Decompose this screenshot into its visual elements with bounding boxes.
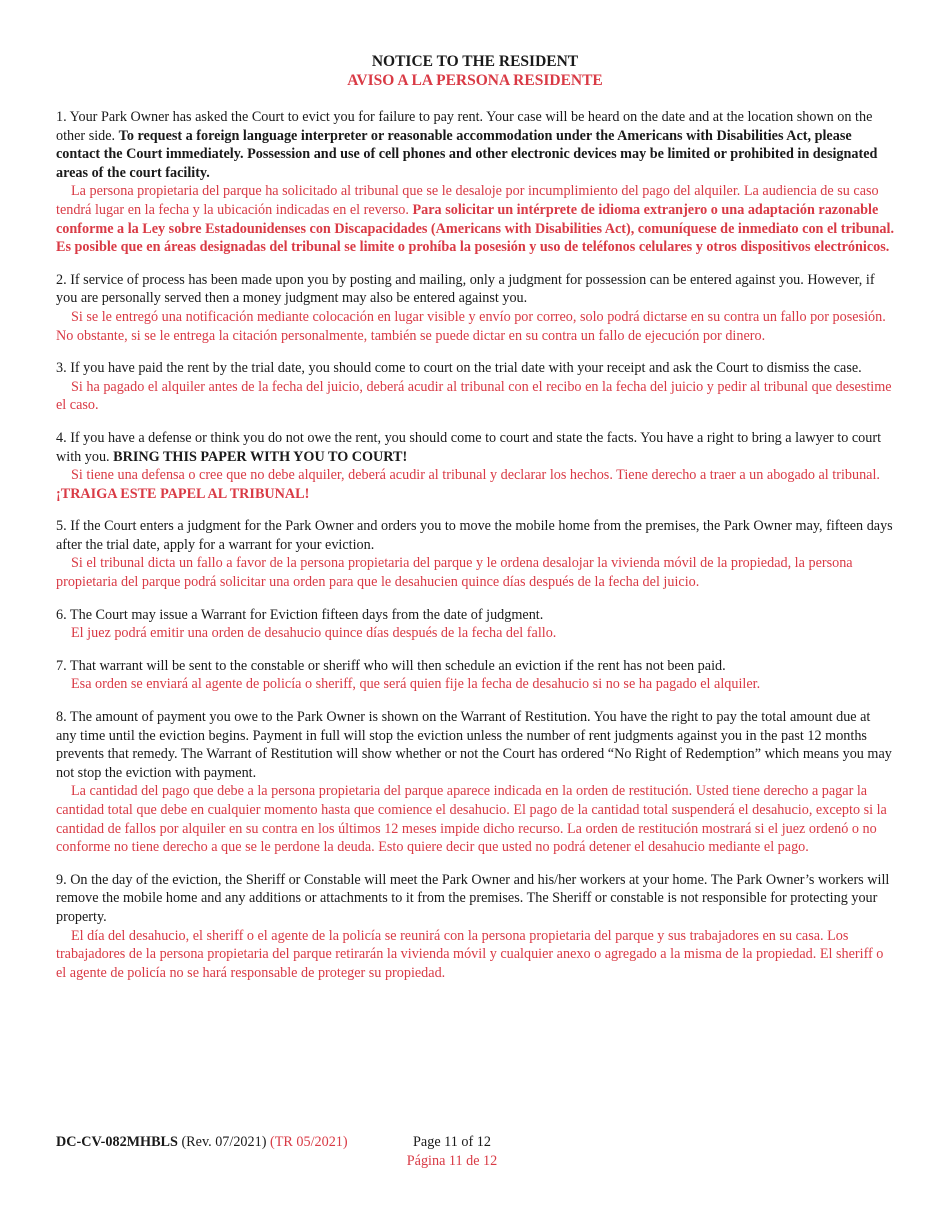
paragraph-2 [56, 271, 894, 345]
paragraph-english [56, 429, 894, 466]
paragraph-english [56, 108, 894, 182]
paragraph-spanish: El juez podrá emitir una orden de desahucio quince días después de la fecha del fallo. [71, 625, 557, 642]
paragraph-spanish: Esa orden se enviará al agente de policía o sheriff, que será quien fije la fecha de desahucio si no se ha pagado el alquiler. [71, 676, 761, 693]
page-footer [56, 1133, 498, 1169]
paragraph-spanish: El día del desahucio, el sheriff o el agente de la policía se reunirá con la persona propietaria del parque y sus trabajadores en su casa. Los trabajadores de la persona propietaria del parque retirarán la vivienda móvil y cualquier anexo o agregado a la misma de la propiedad. El sheriff o el agente de policía no se hará responsable de proteger su propiedad. [56, 927, 884, 981]
notice-body [56, 52, 894, 996]
paragraph-spanish: La cantidad del pago que debe a la persona propietaria del parque aparece indicada en la orden de restitución. Usted tiene derecho a pagar la cantidad total que debe en cualquier momento hasta que comience el desahucio. El pago de la cantidad total suspenderá el desahucio, excepto si la cantidad de fallos por alquiler en su contra en los últimos 12 meses impide dicho recurso. La orden de restitución mostrará si el juez ordenó o no conforme no tiene derecho a que se le perdone la deuda. Esto quiere decir que usted no podrá detener el desahucio mediante el pago. [56, 783, 887, 856]
paragraph-english: 7. That warrant will be sent to the constable or sheriff who will then schedule an eviction if the rent has not been paid. [56, 657, 726, 674]
paragraph-spanish [56, 182, 894, 256]
text: Si tiene una defensa o cree que no debe alquiler, deberá acudir al tribunal y declarar los hechos. Tiene derecho a traer a un abogado al tribunal. [71, 467, 880, 484]
paragraph-1 [56, 108, 894, 257]
paragraph-5 [56, 517, 894, 591]
form-identifier [56, 1133, 348, 1152]
notice-title [56, 52, 894, 90]
bold-text: To request a foreign language interpreter or reasonable accommodation under the Americans with Disabilities Act, please contact the Court immediately. Possession and use of cell phones and other electronic devices may be limited or prohibited in designated areas of the court facility. [56, 127, 878, 181]
form-number: DC-CV-082MHBLS [56, 1134, 178, 1150]
paragraph-spanish: Si se le entregó una notificación mediante colocación en lugar visible y envío por correo, solo podrá dictarse en su contra un fallo por posesión. No obstante, si se le entrega la citación personalmente, también se puede dictar en su contra un fallo de ejecución por dinero. [56, 308, 886, 344]
paragraph-8 [56, 708, 894, 857]
paragraph-spanish: Si el tribunal dicta un fallo a favor de la persona propietaria del parque y le ordena desalojar la vivienda móvil de la propiedad, la persona propietaria del parque podrá solicitar una orden para que le desahucien quince días después de la fecha del juicio. [56, 555, 853, 591]
paragraph-english: 2. If service of process has been made upon you by posting and mailing, only a judgment for possession can be entered against you. However, if you are personally served then a money judgment may also be entered against you. [56, 271, 875, 307]
paragraph-4 [56, 429, 894, 503]
paragraph-6 [56, 606, 894, 643]
page-number [397, 1133, 507, 1170]
paragraph-9 [56, 871, 894, 983]
paragraph-spanish: Si ha pagado el alquiler antes de la fecha del juicio, deberá acudir al tribunal con el recibo en la fecha del juicio y pedir al tribunal que desestime el caso. [56, 378, 892, 414]
paragraph-english: 3. If you have paid the rent by the trial date, you should come to court on the trial date with your receipt and ask the Court to dismiss the case. [56, 360, 862, 377]
title-english: NOTICE TO THE RESIDENT [371, 53, 579, 70]
text: 4. If you have a defense or think you do not owe the rent, you should come to court and state the facts. You have a right to bring a lawyer to court with you. [56, 429, 882, 465]
paragraph-english: 8. The amount of payment you owe to the Park Owner is shown on the Warrant of Restitution. You have the right to pay the total amount due at any time until the eviction begins. Payment in full will stop the eviction unless the number of rent judgments against you in the past 12 months prevents that remedy. The Warrant of Restitution will show whether or not the Court has ordered “No Right of Redemption” which means you may not stop the eviction with payment. [56, 709, 892, 781]
page-number-spanish: Página 11 de 12 [406, 1152, 498, 1169]
translation-revision: (TR 05/2021) [269, 1134, 348, 1150]
paragraph-spanish [56, 466, 894, 503]
paragraph-7 [56, 657, 894, 694]
paragraph-english: 5. If the Court enters a judgment for the Park Owner and orders you to move the mobile home from the premises, the Park Owner may, fifteen days after the trial date, apply for a warrant for your eviction. [56, 518, 893, 553]
bold-text: Para solicitar un intérprete de idioma extranjero o una adaptación razonable conforme a la Ley sobre Estadounidenses con Discapacidades (Americans with Disabilities Act), comuníquese de inmediato con el tribunal. Es posible que en áreas designadas del tribunal se limite o prohíba la posesión y uso de teléfonos celulares y otros dispositivos electrónicos. [56, 201, 894, 256]
bold-text: BRING THIS PAPER WITH YOU TO COURT! [113, 448, 408, 465]
paragraph-english: 9. On the day of the eviction, the Sheriff or Constable will meet the Park Owner and his/her workers at your home. The Park Owner’s workers will remove the mobile home and any additions or attachments to it from the premises. The Sheriff or constable is not responsible for protecting your property. [56, 871, 890, 925]
paragraph-3 [56, 359, 894, 415]
page-number-english: Page 11 of 12 [413, 1134, 491, 1150]
text: 1. Your Park Owner has asked the Court to evict you for failure to pay rent. Your case will be heard on the date and at the location shown on the other side. [56, 109, 873, 144]
bold-text: ¡TRAIGA ESTE PAPEL AL TRIBUNAL! [56, 485, 310, 502]
text: La persona propietaria del parque ha solicitado al tribunal que se le desaloje por incumplimiento del pago del alquiler. La audiencia de su caso tendrá lugar en la fecha y la ubicación indicadas en el reverso. [56, 183, 879, 218]
revision-date: (Rev. 07/2021) [181, 1134, 267, 1150]
paragraph-english: 6. The Court may issue a Warrant for Eviction fifteen days from the date of judgment. [56, 606, 544, 623]
title-spanish: AVISO A LA PERSONA RESIDENTE [347, 72, 603, 89]
